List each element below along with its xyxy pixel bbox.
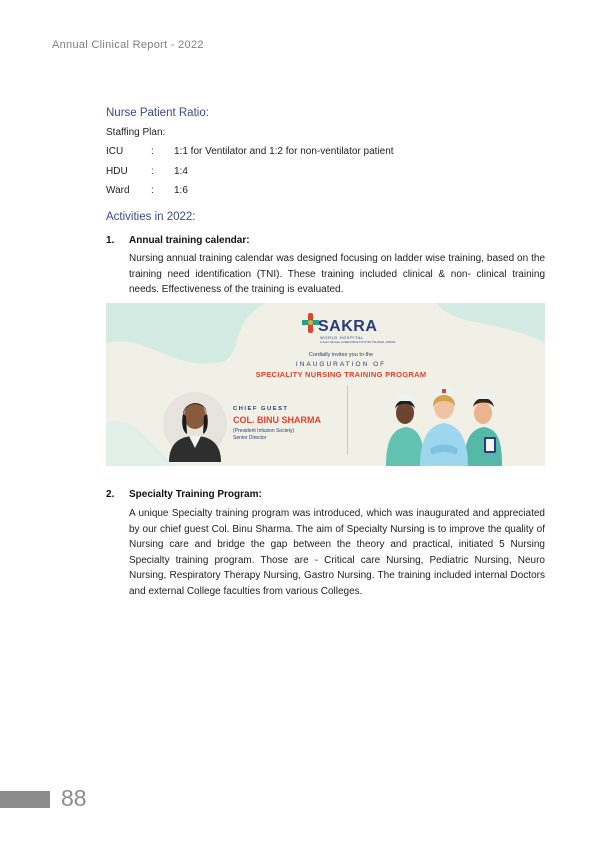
- ratio-unit: HDU: [106, 166, 128, 177]
- banner-divider: [347, 385, 348, 455]
- nurse-ratio-heading: Nurse Patient Ratio:: [106, 107, 209, 119]
- ratio-row-ward: [106, 185, 506, 197]
- activities-heading: Activities in 2022:: [106, 211, 196, 223]
- logo-subtitle: WORLD HOSPITAL: [320, 335, 364, 340]
- ratio-value: 1:4: [174, 166, 188, 177]
- item-number: 2.: [106, 489, 115, 500]
- item-paragraph: Nursing annual training calendar was designed focusing on ladder wise training, based on the training need identification (TNI). These training included clinical & non- clinical training needs. Effectiveness of the training is evaluated.: [129, 253, 545, 295]
- item-title: Specialty Training Program:: [129, 489, 262, 500]
- chief-guest-label: CHIEF GUEST: [233, 406, 289, 412]
- ratio-separator: :: [151, 146, 154, 157]
- guest-role: (President Infusion Society): [233, 428, 295, 434]
- guest-photo: [163, 386, 227, 462]
- ratio-separator: :: [151, 166, 154, 177]
- ratio-unit: Ward: [106, 185, 130, 196]
- ratio-unit: ICU: [106, 146, 124, 157]
- inauguration-banner: [106, 303, 545, 466]
- footer-bar: [0, 791, 50, 808]
- ratio-row-hdu: [106, 166, 506, 178]
- nurses-illustration: [384, 371, 504, 466]
- item-title: Annual training calendar:: [129, 235, 250, 246]
- invite-line: Cordially invites you to the: [308, 352, 374, 358]
- guest-name: COL. BINU SHARMA: [233, 415, 321, 425]
- inauguration-line: INAUGURATION OF: [295, 361, 387, 368]
- ratio-value: 1:6: [174, 185, 188, 196]
- page-number: 88: [61, 785, 87, 811]
- running-header: Annual Clinical Report - 2022: [52, 39, 204, 51]
- staffing-plan-label: Staffing Plan:: [106, 127, 166, 138]
- item-paragraph: A unique Specialty training program was introduced, which was inaugurated and appreciated by our chief guest Col. Binu Sharma. The aim of Specialty Nursing is to improve the quality of Nursing care and bridge the gap between the theory and practical, initiated 5 Nursing Specialty training program. Those are - Critical care Nursing, Pediatric Nursing, Neuro Nursing, Respiratory Therapy Nursing, Gastro Nursing. The training included internal Doctors and external College faculties from various Colleges.: [129, 508, 545, 597]
- ratio-separator: :: [151, 185, 154, 196]
- ratio-value: 1:1 for Ventilator and 1:2 for non-ventilator patient: [174, 146, 394, 157]
- logo-wordmark: SAKRA: [318, 318, 378, 335]
- ratio-row-icu: [106, 146, 506, 158]
- item-number: 1.: [106, 235, 115, 246]
- program-title: SPECIALITY NURSING TRAINING PROGRAM: [255, 370, 427, 379]
- guest-title: Senior Director: [233, 435, 267, 441]
- logo-tagline: A Joint Venture of SECOM & TOYOTA TSUSHO, JAPAN: [320, 340, 396, 344]
